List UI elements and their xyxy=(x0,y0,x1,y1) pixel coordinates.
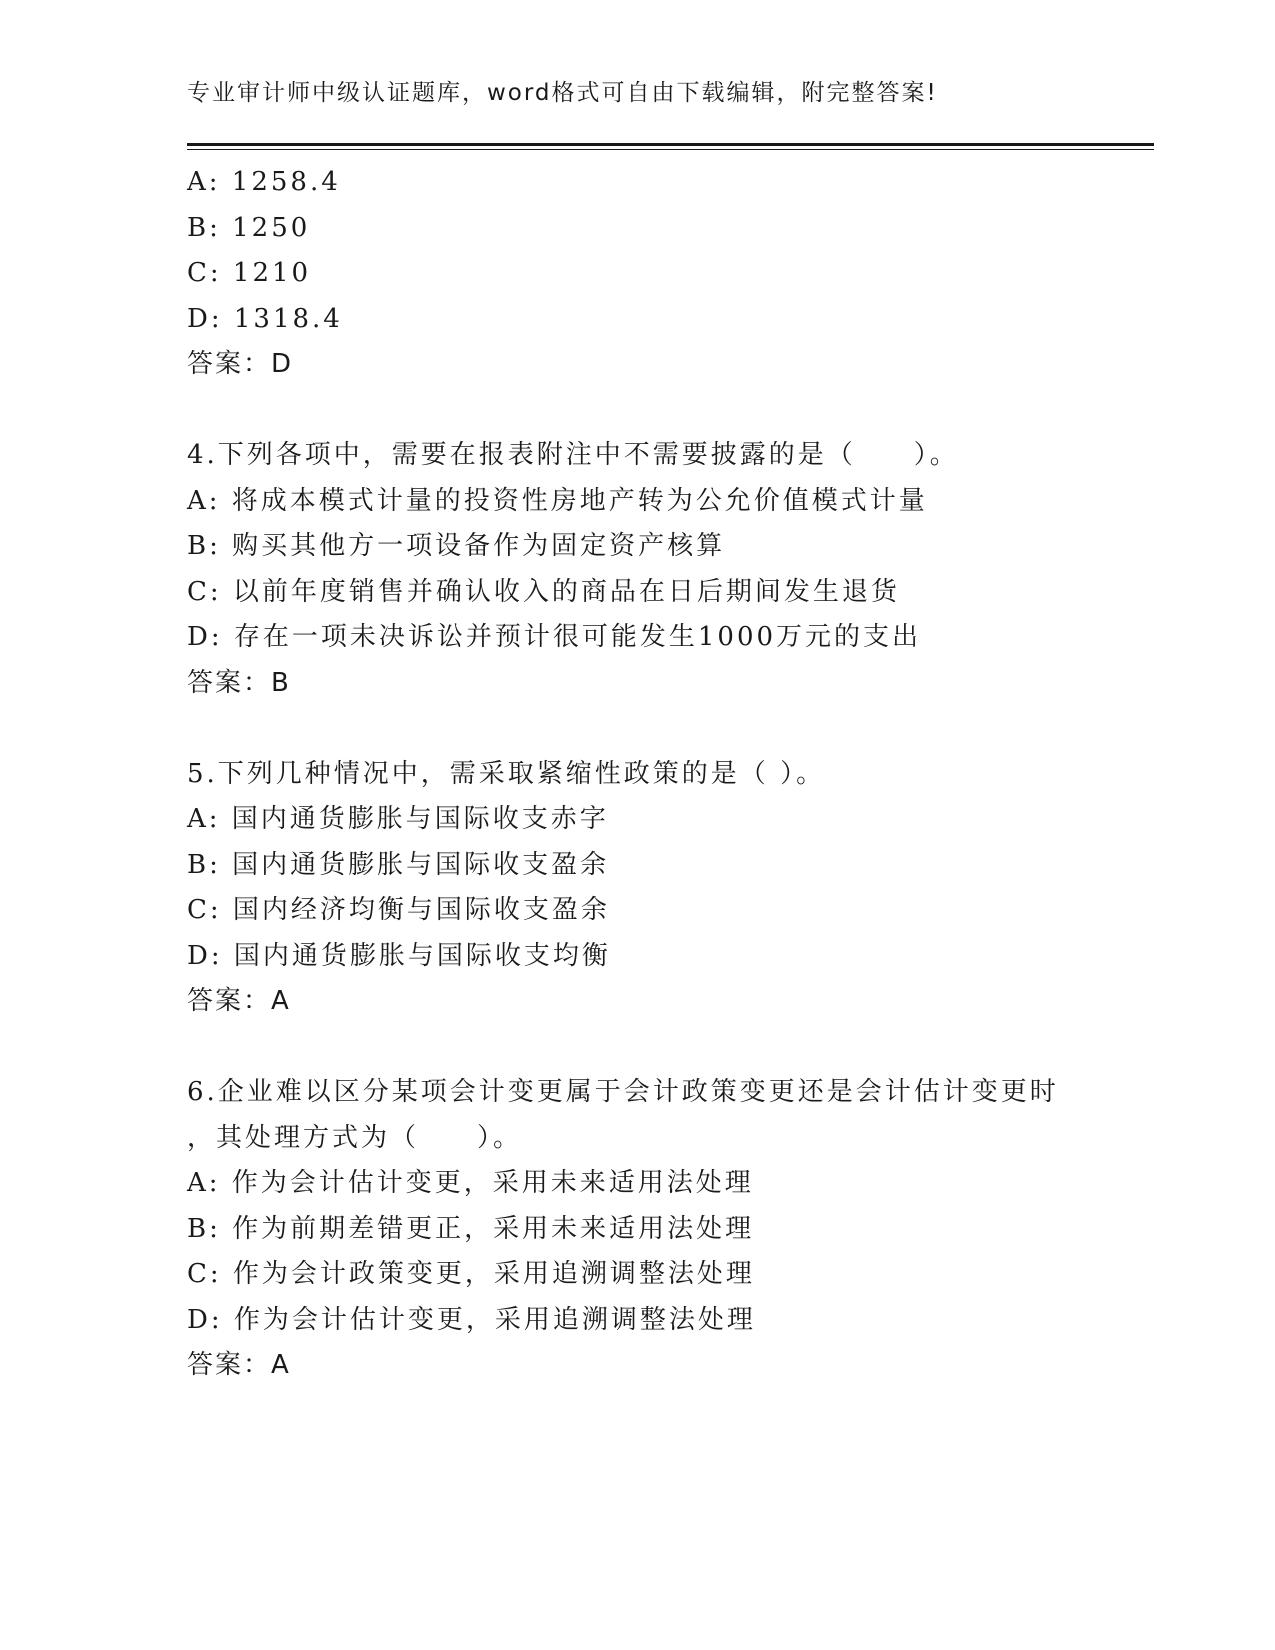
header-rule-thin xyxy=(187,149,1154,150)
option-c: C: 作为会计政策变更，采用追溯调整法处理 xyxy=(187,1259,755,1289)
question-4 xyxy=(187,433,1147,706)
spacer xyxy=(187,1025,1147,1071)
option-a: A: 将成本模式计量的投资性房地产转为公允价值模式计量 xyxy=(187,485,928,516)
page-header: 专业审计师中级认证题库，word格式可自由下载编辑，附完整答案! xyxy=(187,80,938,106)
question-stem-line-1: 6.企业难以区分某项会计变更属于会计政策变更还是会计估计变更时 xyxy=(187,1077,1059,1107)
option-b: B: 作为前期差错更正，采用未来适用法处理 xyxy=(187,1213,755,1244)
question-stem-line-2: ，其处理方式为（ ）。 xyxy=(187,1122,523,1153)
option-b: B: 国内通货膨胀与国际收支盈余 xyxy=(187,849,610,880)
answer-line: 答案：A xyxy=(187,1350,291,1380)
option-b: B: 购买其他方一项设备作为固定资产核算 xyxy=(187,531,726,561)
answer-line: 答案：D xyxy=(187,349,294,379)
option-c: C: 1210 xyxy=(187,258,312,288)
option-c: C: 国内经济均衡与国际收支盈余 xyxy=(187,895,610,925)
spacer xyxy=(187,388,1147,434)
answer-line: 答案：B xyxy=(187,667,291,698)
option-d: D: 存在一项未决诉讼并预计很可能发生1000万元的支出 xyxy=(187,622,922,652)
question-stem: 5.下列几种情况中，需采取紧缩性政策的是（ ）。 xyxy=(187,758,826,789)
option-d: D: 1318.4 xyxy=(187,303,343,334)
option-c: C: 以前年度销售并确认收入的商品在日后期间发生退货 xyxy=(187,576,900,607)
spacer xyxy=(187,706,1147,752)
question-list xyxy=(187,160,1147,1389)
question-stem: 4.下列各项中，需要在报表附注中不需要披露的是（ ）。 xyxy=(187,440,959,470)
option-b: B: 1250 xyxy=(187,212,311,243)
question-5 xyxy=(187,752,1147,1025)
header-rule-thick xyxy=(187,143,1154,146)
option-a: A: 1258.4 xyxy=(187,167,341,197)
option-d: D: 作为会计估计变更，采用追溯调整法处理 xyxy=(187,1304,756,1335)
question-6 xyxy=(187,1070,1147,1389)
answer-line: 答案：A xyxy=(187,986,291,1016)
option-a: A: 国内通货膨胀与国际收支赤字 xyxy=(187,804,609,834)
question-3-continued xyxy=(187,160,1147,388)
option-d: D: 国内通货膨胀与国际收支均衡 xyxy=(187,940,611,971)
option-a: A: 作为会计估计变更，采用未来适用法处理 xyxy=(187,1168,754,1198)
